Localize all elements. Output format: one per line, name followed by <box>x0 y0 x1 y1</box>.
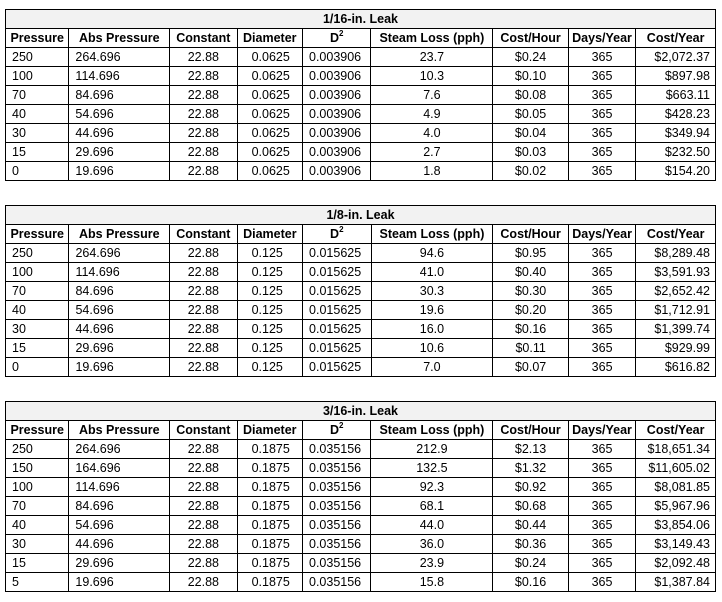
cell-constant: 22.88 <box>170 358 237 377</box>
table-row <box>6 282 716 301</box>
cell-constant: 22.88 <box>170 301 237 320</box>
column-header-steam-loss: Steam Loss (pph) <box>371 29 493 48</box>
cell-constant: 22.88 <box>170 497 237 516</box>
table-row <box>6 440 716 459</box>
cell-diameter: 0.1875 <box>237 516 302 535</box>
cell-days-per-year: 365 <box>568 244 635 263</box>
cell-constant: 22.88 <box>170 263 237 282</box>
cell-abs-pressure: 84.696 <box>69 86 170 105</box>
cell-days-per-year: 365 <box>568 124 635 143</box>
cell-days-per-year: 365 <box>568 143 635 162</box>
cell-steam-loss: 23.7 <box>371 48 493 67</box>
column-header-d-squared <box>303 29 371 48</box>
cell-diameter: 0.125 <box>237 339 302 358</box>
cell-steam-loss: 16.0 <box>371 320 493 339</box>
cell-steam-loss: 41.0 <box>371 263 493 282</box>
table-row <box>6 497 716 516</box>
cell-constant: 22.88 <box>170 535 237 554</box>
cell-cost-per-year: $3,854.06 <box>636 516 716 535</box>
column-header-pressure: Pressure <box>6 29 69 48</box>
cell-days-per-year: 365 <box>568 339 635 358</box>
cell-diameter: 0.0625 <box>237 67 302 86</box>
cell-steam-loss: 10.6 <box>371 339 493 358</box>
cell-constant: 22.88 <box>170 162 237 181</box>
cell-d-squared: 0.035156 <box>303 497 371 516</box>
cell-cost-per-hour: $0.10 <box>493 67 569 86</box>
cell-steam-loss: 92.3 <box>371 478 493 497</box>
table-row <box>6 67 716 86</box>
column-header-steam-loss: Steam Loss (pph) <box>371 225 493 244</box>
cell-diameter: 0.1875 <box>237 535 302 554</box>
cell-steam-loss: 2.7 <box>371 143 493 162</box>
cell-cost-per-hour: $0.44 <box>493 516 569 535</box>
cell-diameter: 0.125 <box>237 301 302 320</box>
d-exponent: 2 <box>339 225 344 234</box>
d-label: D <box>330 227 340 241</box>
cell-cost-per-hour: $0.03 <box>493 143 569 162</box>
cell-abs-pressure: 84.696 <box>69 282 170 301</box>
cell-diameter: 0.1875 <box>237 440 302 459</box>
cell-cost-per-year: $349.94 <box>636 124 716 143</box>
cell-d-squared: 0.003906 <box>303 143 371 162</box>
cell-cost-per-hour: $0.24 <box>493 48 569 67</box>
cell-pressure: 70 <box>6 282 69 301</box>
cell-abs-pressure: 19.696 <box>69 573 170 592</box>
cell-days-per-year: 365 <box>568 554 635 573</box>
cell-d-squared: 0.003906 <box>303 67 371 86</box>
cell-cost-per-hour: $0.02 <box>493 162 569 181</box>
cell-steam-loss: 132.5 <box>371 459 493 478</box>
cell-cost-per-hour: $0.20 <box>493 301 569 320</box>
cell-cost-per-year: $232.50 <box>636 143 716 162</box>
cell-pressure: 40 <box>6 516 69 535</box>
cell-cost-per-year: $929.99 <box>636 339 716 358</box>
cell-days-per-year: 365 <box>568 440 635 459</box>
cell-days-per-year: 365 <box>568 516 635 535</box>
cell-cost-per-hour: $0.40 <box>493 263 569 282</box>
table-row <box>6 516 716 535</box>
table-title: 1/16-in. Leak <box>6 10 716 29</box>
cell-days-per-year: 365 <box>568 478 635 497</box>
column-header-cost-per-year: Cost/Year <box>636 421 716 440</box>
cell-d-squared: 0.035156 <box>303 440 371 459</box>
cell-d-squared: 0.015625 <box>303 301 371 320</box>
cell-cost-per-year: $1,712.91 <box>636 301 716 320</box>
cell-constant: 22.88 <box>170 554 237 573</box>
cell-pressure: 250 <box>6 440 69 459</box>
cell-abs-pressure: 44.696 <box>69 535 170 554</box>
cell-abs-pressure: 44.696 <box>69 320 170 339</box>
cell-cost-per-year: $1,387.84 <box>636 573 716 592</box>
cell-cost-per-year: $154.20 <box>636 162 716 181</box>
cell-constant: 22.88 <box>170 516 237 535</box>
cell-cost-per-year: $2,072.37 <box>636 48 716 67</box>
column-header-abs-pressure: Abs Pressure <box>69 29 170 48</box>
cell-cost-per-year: $2,652.42 <box>636 282 716 301</box>
cell-cost-per-year: $2,092.48 <box>636 554 716 573</box>
cell-cost-per-hour: $0.05 <box>493 105 569 124</box>
cell-days-per-year: 365 <box>568 282 635 301</box>
cell-d-squared: 0.003906 <box>303 48 371 67</box>
cell-days-per-year: 365 <box>568 105 635 124</box>
column-header-d-squared <box>303 421 371 440</box>
cell-abs-pressure: 29.696 <box>69 554 170 573</box>
cell-cost-per-hour: $0.24 <box>493 554 569 573</box>
cell-d-squared: 0.015625 <box>303 244 371 263</box>
cell-abs-pressure: 54.696 <box>69 516 170 535</box>
cell-cost-per-year: $663.11 <box>636 86 716 105</box>
cell-cost-per-year: $897.98 <box>636 67 716 86</box>
cell-cost-per-hour: $0.08 <box>493 86 569 105</box>
cell-days-per-year: 365 <box>568 48 635 67</box>
cell-pressure: 15 <box>6 339 69 358</box>
cell-steam-loss: 7.6 <box>371 86 493 105</box>
cell-pressure: 15 <box>6 143 69 162</box>
column-header-days-per-year: Days/Year <box>568 421 635 440</box>
cell-cost-per-year: $8,289.48 <box>636 244 716 263</box>
cell-d-squared: 0.003906 <box>303 162 371 181</box>
leak-table <box>5 401 716 592</box>
table-row <box>6 143 716 162</box>
cell-steam-loss: 44.0 <box>371 516 493 535</box>
cell-days-per-year: 365 <box>568 162 635 181</box>
table-row <box>6 459 716 478</box>
cell-constant: 22.88 <box>170 244 237 263</box>
cell-cost-per-hour: $0.11 <box>493 339 569 358</box>
table-row <box>6 105 716 124</box>
cell-steam-loss: 10.3 <box>371 67 493 86</box>
leak-table <box>5 9 716 181</box>
cell-diameter: 0.0625 <box>237 124 302 143</box>
table-row <box>6 358 716 377</box>
cell-diameter: 0.0625 <box>237 162 302 181</box>
cell-steam-loss: 1.8 <box>371 162 493 181</box>
cell-days-per-year: 365 <box>568 301 635 320</box>
cell-pressure: 250 <box>6 244 69 263</box>
cell-abs-pressure: 84.696 <box>69 497 170 516</box>
table-row <box>6 48 716 67</box>
column-header-abs-pressure: Abs Pressure <box>69 421 170 440</box>
cell-diameter: 0.0625 <box>237 48 302 67</box>
cell-abs-pressure: 264.696 <box>69 48 170 67</box>
table-row <box>6 86 716 105</box>
cell-days-per-year: 365 <box>568 86 635 105</box>
cell-d-squared: 0.035156 <box>303 459 371 478</box>
cell-steam-loss: 36.0 <box>371 535 493 554</box>
cell-pressure: 100 <box>6 67 69 86</box>
table-title: 3/16-in. Leak <box>6 402 716 421</box>
cell-diameter: 0.125 <box>237 282 302 301</box>
cell-cost-per-year: $11,605.02 <box>636 459 716 478</box>
cell-steam-loss: 7.0 <box>371 358 493 377</box>
cell-diameter: 0.1875 <box>237 497 302 516</box>
cell-constant: 22.88 <box>170 282 237 301</box>
cell-cost-per-hour: $0.68 <box>493 497 569 516</box>
cell-diameter: 0.1875 <box>237 478 302 497</box>
cell-cost-per-year: $616.82 <box>636 358 716 377</box>
cell-pressure: 70 <box>6 86 69 105</box>
cell-steam-loss: 212.9 <box>371 440 493 459</box>
table-row <box>6 554 716 573</box>
column-header-days-per-year: Days/Year <box>568 225 635 244</box>
cell-constant: 22.88 <box>170 105 237 124</box>
table-row <box>6 573 716 592</box>
column-header-pressure: Pressure <box>6 225 69 244</box>
cell-abs-pressure: 29.696 <box>69 339 170 358</box>
cell-cost-per-year: $18,651.34 <box>636 440 716 459</box>
cell-abs-pressure: 114.696 <box>69 67 170 86</box>
cell-constant: 22.88 <box>170 320 237 339</box>
d-label: D <box>329 423 340 437</box>
cell-days-per-year: 365 <box>568 497 635 516</box>
cell-diameter: 0.0625 <box>237 143 302 162</box>
cell-days-per-year: 365 <box>568 573 635 592</box>
d-exponent: 2 <box>339 421 344 430</box>
cell-pressure: 40 <box>6 301 69 320</box>
cell-d-squared: 0.035156 <box>303 478 371 497</box>
column-header-pressure: Pressure <box>6 421 69 440</box>
column-header-constant: Constant <box>170 421 237 440</box>
cell-d-squared: 0.035156 <box>303 573 371 592</box>
cell-abs-pressure: 114.696 <box>69 263 170 282</box>
cell-d-squared: 0.035156 <box>303 535 371 554</box>
cell-abs-pressure: 164.696 <box>69 459 170 478</box>
cell-cost-per-hour: $0.07 <box>493 358 569 377</box>
cell-d-squared: 0.003906 <box>303 105 371 124</box>
cell-cost-per-hour: $1.32 <box>493 459 569 478</box>
column-header-diameter: Diameter <box>237 421 302 440</box>
cell-steam-loss: 23.9 <box>371 554 493 573</box>
cell-cost-per-hour: $0.30 <box>493 282 569 301</box>
cell-diameter: 0.125 <box>237 320 302 339</box>
table-row <box>6 244 716 263</box>
cell-cost-per-hour: $0.04 <box>493 124 569 143</box>
cell-constant: 22.88 <box>170 459 237 478</box>
cell-constant: 22.88 <box>170 339 237 358</box>
cell-cost-per-hour: $0.95 <box>493 244 569 263</box>
cell-diameter: 0.125 <box>237 263 302 282</box>
cell-cost-per-hour: $0.16 <box>493 573 569 592</box>
cell-d-squared: 0.015625 <box>303 282 371 301</box>
cell-d-squared: 0.035156 <box>303 516 371 535</box>
cell-pressure: 30 <box>6 320 69 339</box>
table-row <box>6 478 716 497</box>
cell-pressure: 100 <box>6 263 69 282</box>
table-title: 1/8-in. Leak <box>6 206 716 225</box>
table-row <box>6 162 716 181</box>
cell-constant: 22.88 <box>170 86 237 105</box>
cell-cost-per-year: $3,591.93 <box>636 263 716 282</box>
cell-steam-loss: 30.3 <box>371 282 493 301</box>
cell-steam-loss: 4.0 <box>371 124 493 143</box>
table-row <box>6 535 716 554</box>
cell-diameter: 0.1875 <box>237 459 302 478</box>
column-header-cost-per-hour: Cost/Hour <box>493 225 569 244</box>
column-header-diameter: Diameter <box>237 29 302 48</box>
column-header-days-per-year: Days/Year <box>568 29 635 48</box>
column-header-diameter: Diameter <box>237 225 302 244</box>
cell-d-squared: 0.015625 <box>303 339 371 358</box>
table-row <box>6 320 716 339</box>
cell-days-per-year: 365 <box>568 67 635 86</box>
cell-d-squared: 0.015625 <box>303 263 371 282</box>
cell-constant: 22.88 <box>170 48 237 67</box>
cell-steam-loss: 4.9 <box>371 105 493 124</box>
d-exponent: 2 <box>339 29 344 38</box>
cell-cost-per-year: $1,399.74 <box>636 320 716 339</box>
cell-abs-pressure: 114.696 <box>69 478 170 497</box>
cell-d-squared: 0.003906 <box>303 86 371 105</box>
cell-cost-per-hour: $0.92 <box>493 478 569 497</box>
cell-diameter: 0.125 <box>237 358 302 377</box>
column-header-cost-per-year: Cost/Year <box>636 225 716 244</box>
cell-d-squared: 0.035156 <box>303 554 371 573</box>
cell-days-per-year: 365 <box>568 535 635 554</box>
cell-pressure: 100 <box>6 478 69 497</box>
cell-steam-loss: 94.6 <box>371 244 493 263</box>
column-header-constant: Constant <box>170 225 237 244</box>
cell-diameter: 0.125 <box>237 244 302 263</box>
cell-steam-loss: 68.1 <box>371 497 493 516</box>
cell-pressure: 0 <box>6 162 69 181</box>
cell-cost-per-year: $428.23 <box>636 105 716 124</box>
cell-pressure: 150 <box>6 459 69 478</box>
d-label: D <box>329 31 340 45</box>
cell-cost-per-hour: $0.16 <box>493 320 569 339</box>
cell-constant: 22.88 <box>170 124 237 143</box>
cell-cost-per-year: $5,967.96 <box>636 497 716 516</box>
cell-pressure: 0 <box>6 358 69 377</box>
table-row <box>6 301 716 320</box>
cell-days-per-year: 365 <box>568 459 635 478</box>
cell-abs-pressure: 54.696 <box>69 105 170 124</box>
cell-cost-per-hour: $0.36 <box>493 535 569 554</box>
column-header-abs-pressure: Abs Pressure <box>69 225 170 244</box>
cell-cost-per-year: $3,149.43 <box>636 535 716 554</box>
cell-days-per-year: 365 <box>568 320 635 339</box>
cell-pressure: 70 <box>6 497 69 516</box>
column-header-cost-per-hour: Cost/Hour <box>493 29 569 48</box>
cell-pressure: 15 <box>6 554 69 573</box>
cell-cost-per-hour: $2.13 <box>493 440 569 459</box>
cell-diameter: 0.0625 <box>237 86 302 105</box>
table-row <box>6 263 716 282</box>
cell-d-squared: 0.015625 <box>303 320 371 339</box>
column-header-constant: Constant <box>170 29 237 48</box>
cell-constant: 22.88 <box>170 478 237 497</box>
cell-steam-loss: 15.8 <box>371 573 493 592</box>
column-header-steam-loss: Steam Loss (pph) <box>371 421 493 440</box>
column-header-cost-per-year: Cost/Year <box>636 29 716 48</box>
cell-abs-pressure: 29.696 <box>69 143 170 162</box>
cell-pressure: 40 <box>6 105 69 124</box>
leak-table <box>5 205 716 377</box>
cell-abs-pressure: 19.696 <box>69 358 170 377</box>
cell-pressure: 5 <box>6 573 69 592</box>
cell-abs-pressure: 54.696 <box>69 301 170 320</box>
cell-diameter: 0.0625 <box>237 105 302 124</box>
cell-cost-per-year: $8,081.85 <box>636 478 716 497</box>
table-row <box>6 124 716 143</box>
cell-abs-pressure: 19.696 <box>69 162 170 181</box>
cell-days-per-year: 365 <box>568 263 635 282</box>
cell-diameter: 0.1875 <box>237 573 302 592</box>
cell-constant: 22.88 <box>170 573 237 592</box>
cell-d-squared: 0.003906 <box>303 124 371 143</box>
cell-pressure: 250 <box>6 48 69 67</box>
column-header-d-squared <box>303 225 371 244</box>
cell-days-per-year: 365 <box>568 358 635 377</box>
cell-abs-pressure: 264.696 <box>69 244 170 263</box>
cell-pressure: 30 <box>6 124 69 143</box>
cell-abs-pressure: 264.696 <box>69 440 170 459</box>
column-header-cost-per-hour: Cost/Hour <box>493 421 569 440</box>
table-row <box>6 339 716 358</box>
cell-constant: 22.88 <box>170 143 237 162</box>
cell-pressure: 30 <box>6 535 69 554</box>
cell-diameter: 0.1875 <box>237 554 302 573</box>
cell-d-squared: 0.015625 <box>303 358 371 377</box>
cell-steam-loss: 19.6 <box>371 301 493 320</box>
cell-abs-pressure: 44.696 <box>69 124 170 143</box>
cell-constant: 22.88 <box>170 440 237 459</box>
cell-constant: 22.88 <box>170 67 237 86</box>
